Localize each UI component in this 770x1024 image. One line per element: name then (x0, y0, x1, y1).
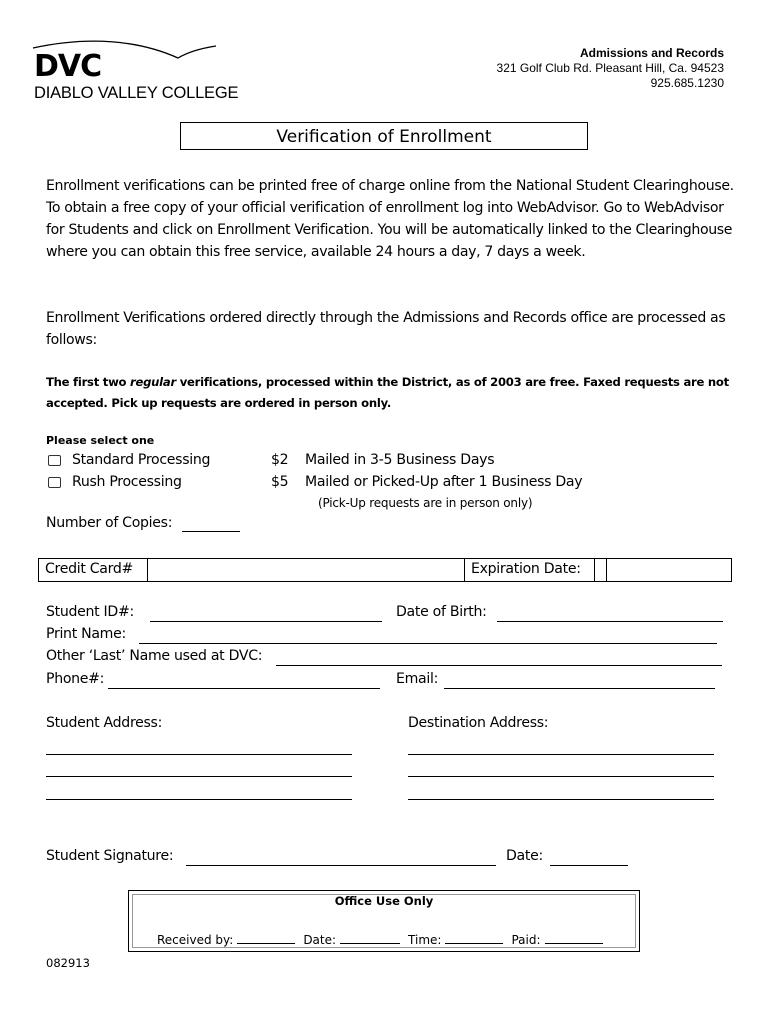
destination-address-line-2[interactable] (408, 776, 714, 777)
standard-price: $2 (271, 452, 289, 468)
office-use-title: Office Use Only (334, 894, 434, 908)
logo-college-name: DIABLO VALLEY COLLEGE (34, 84, 239, 102)
credit-card-label: Credit Card# (45, 561, 134, 577)
expiration-label-cell (465, 559, 595, 581)
student-address-line-3[interactable] (46, 799, 352, 800)
standard-processing-checkbox[interactable] (48, 455, 61, 466)
signature-date-label: Date: (506, 848, 543, 864)
expiration-input[interactable] (607, 559, 731, 581)
signature-field[interactable] (186, 865, 496, 866)
rush-processing-label: Rush Processing (72, 474, 182, 490)
copies-label: Number of Copies: (46, 515, 173, 531)
office-date-label: Date: (303, 933, 337, 947)
pickup-note: (Pick-Up requests are in person only) (318, 496, 533, 510)
phone-field[interactable] (108, 688, 380, 689)
office-paid-label: Paid: (511, 933, 541, 947)
direct-order-paragraph: Enrollment Verifications ordered directly through the Admissions and Records office are processed as follows: (46, 310, 726, 348)
page-title: Verification of Enrollment (180, 122, 588, 150)
destination-address-line-3[interactable] (408, 799, 714, 800)
office-time-label: Time: (408, 933, 442, 947)
rush-processing-checkbox[interactable] (48, 477, 61, 488)
rush-description: Mailed or Picked-Up after 1 Business Day (305, 474, 583, 490)
credit-card-row (38, 558, 732, 582)
office-address: 321 Golf Club Rd. Pleasant Hill, Ca. 94523 (496, 61, 724, 75)
office-use-fields (157, 933, 603, 947)
signature-date-field[interactable] (550, 865, 628, 866)
copies-field[interactable] (182, 531, 240, 532)
office-paid-field[interactable] (545, 943, 603, 944)
other-last-name-field[interactable] (276, 665, 722, 666)
phone-label: Phone#: (46, 671, 105, 687)
office-phone: 925.685.1230 (650, 76, 724, 90)
signature-label: Student Signature: (46, 848, 174, 864)
credit-card-label-cell (39, 559, 148, 581)
email-label: Email: (396, 671, 439, 687)
standard-processing-label: Standard Processing (72, 452, 211, 468)
office-date-field[interactable] (340, 943, 400, 944)
note-prefix: The first two (46, 375, 131, 389)
office-address-block (497, 46, 724, 91)
received-by-label: Received by: (157, 933, 234, 947)
intro-paragraph: Enrollment verifications can be printed free of charge online from the National Student Clearinghouse. To obtain a free copy of your official verification of enrollment log into WebAdvisor. Go to WebAdvisor for Students and click on Enrollment Verification. You will be automatically linked to the Clearinghouse where you can obtain this free service, available 24 hours a day, 7 days a week. (46, 178, 734, 260)
student-address-line-2[interactable] (46, 776, 352, 777)
student-id-label: Student ID#: (46, 604, 134, 620)
student-address-line-1[interactable] (46, 754, 352, 755)
print-name-field[interactable] (139, 643, 717, 644)
received-by-field[interactable] (237, 943, 295, 944)
note-emphasis: regular (130, 375, 176, 389)
office-time-field[interactable] (445, 943, 503, 944)
free-verification-note (46, 372, 736, 414)
expiration-gap (595, 559, 607, 581)
office-name: Admissions and Records (579, 46, 724, 60)
student-id-field[interactable] (150, 621, 382, 622)
student-address-label: Student Address: (46, 715, 163, 731)
other-last-name-label: Other ‘Last’ Name used at DVC: (46, 648, 263, 664)
email-field[interactable] (444, 688, 715, 689)
office-use-box (128, 890, 640, 952)
dob-field[interactable] (497, 621, 723, 622)
rush-price: $5 (271, 474, 289, 490)
standard-description: Mailed in 3-5 Business Days (305, 452, 495, 468)
destination-address-line-1[interactable] (408, 754, 714, 755)
expiration-label: Expiration Date: (471, 561, 581, 577)
select-one-label: Please select one (46, 434, 155, 447)
destination-address-label: Destination Address: (408, 715, 549, 731)
credit-card-input[interactable] (148, 559, 465, 581)
dob-label: Date of Birth: (396, 604, 487, 620)
print-name-label: Print Name: (46, 626, 126, 642)
note-suffix: verifications, processed within the District, as of 2003 are free. Faxed requests are not accepted. Pick up requests are ordered in person only. (46, 375, 729, 410)
form-code: 082913 (46, 956, 90, 970)
logo-abbr: DVC (34, 49, 102, 84)
